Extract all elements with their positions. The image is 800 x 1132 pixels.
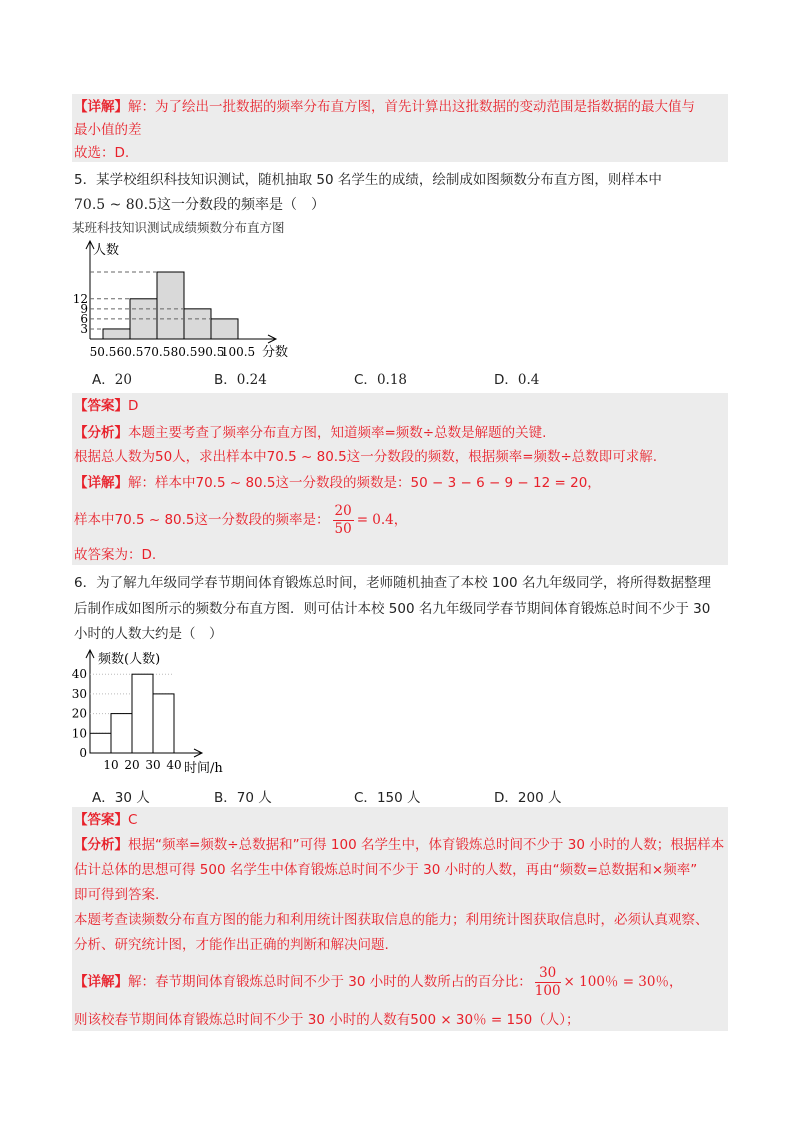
q5-option-d[interactable]: D．0.4: [494, 372, 540, 388]
q6-stem-line1: 6．为了解九年级同学春节期间体育锻炼总时间，老师随机抽查了本校 100 名九年级同学，将所得数据整理: [74, 575, 711, 591]
q5-option-a[interactable]: A．20: [92, 372, 132, 388]
q5-option-c[interactable]: C．0.18: [354, 372, 407, 388]
x-tick-label: 90.5: [197, 345, 225, 359]
x-tick-label: 60.5: [116, 345, 144, 359]
q6-stem-line3: 小时的人数大约是（ ）: [74, 626, 223, 642]
q6-analysis-line2: 估计总体的思想可得 500 名学生中体育锻炼总时间不少于 30 小时的人数，再由“频数=总数据和×频率”: [74, 862, 698, 878]
q5-histogram: [70, 218, 310, 368]
y-axis-label: 人数: [93, 243, 120, 258]
y-tick-label: 40: [71, 667, 87, 682]
q5-detail-line2: 样本中70.5 ~ 80.5这一分数段的频率是： $\frac{20}{50}$ = 0.4，: [74, 502, 408, 537]
bar: [90, 733, 111, 753]
q5-answer: 【答案】D: [74, 398, 139, 414]
y-axis-label: 频数(人数): [98, 652, 161, 667]
prev-detail-line2: 最小值的差: [74, 122, 142, 138]
q6-analysis-line3: 即可得到答案.: [74, 887, 160, 903]
q6-analysis-line4: 本题考查读频数分布直方图的能力和利用统计图获取信息的能力；利用统计图获取信息时，必须认真观察、: [74, 912, 709, 928]
x-tick-label: 10: [103, 758, 119, 772]
q5-detail-line1: 【详解】解：样本中70.5 ~ 80.5这一分数段的频数是：50 − 3 − 6 − 9 − 12 = 20，: [74, 475, 601, 491]
x-tick-label: 50.5: [89, 345, 117, 359]
x-tick-label: 70.5: [143, 345, 171, 359]
y-tick-label: 3: [80, 321, 88, 336]
x-axis-label: 分数: [262, 345, 289, 360]
x-tick-label: 100.5: [220, 345, 256, 359]
bar: [153, 694, 174, 753]
bar: [211, 319, 238, 339]
q6-option-c[interactable]: C．150 人: [354, 790, 421, 806]
q6-answer: 【答案】C: [74, 812, 138, 828]
q5-analysis-line1: 【分析】本题主要考查了频率分布直方图，知道频率=频数÷总数是解题的关键.: [74, 425, 547, 441]
q5-option-b[interactable]: B．0.24: [214, 372, 267, 388]
x-axis-label: 时间/h: [184, 761, 223, 776]
y-tick-label: 20: [71, 706, 87, 721]
q6-option-b[interactable]: B．70 人: [214, 790, 272, 806]
x-tick-label: 40: [166, 758, 182, 772]
prev-detail-line1: 【详解】解：为了绘出一批数据的频率分布直方图，首先计算出这批数据的变动范围是指数据的最大值与: [74, 99, 695, 115]
q5-analysis-line2: 根据总人数为50人，求出样本中70.5 ~ 80.5这一分数段的频数，根据频率=频数÷总数即可求解.: [74, 449, 658, 465]
y-tick-label: 10: [71, 726, 87, 741]
bar: [157, 272, 184, 339]
y-tick-label: 9: [80, 301, 88, 316]
q5-conclusion: 故答案为：D.: [74, 547, 157, 563]
y-tick-label: 6: [80, 311, 88, 326]
x-tick-label: 30: [145, 758, 161, 772]
x-tick-label: 80.5: [170, 345, 198, 359]
q6-analysis-line1: 【分析】根据“频率=频数÷总数据和”可得 100 名学生中，体育锻炼总时间不少于 30 小时的人数；根据样本: [74, 837, 725, 853]
bar: [184, 309, 211, 339]
q5-stem-line2: 70.5 ~ 80.5这一分数段的频率是（ ）: [74, 197, 325, 213]
y-tick-label: 30: [71, 686, 87, 701]
q6-fraction: $\frac{30}{100}$: [534, 964, 561, 999]
q5-fraction: $\frac{20}{50}$: [334, 502, 352, 537]
q6-detail-line2: 则该校春节期间体育锻炼总时间不少于 30 小时的人数有500 × 30％ = 150（人）；: [74, 1012, 580, 1028]
q6-detail-line1: 【详解】解：春节期间体育锻炼总时间不少于 30 小时的人数所占的百分比： $\frac{30}{100}$ × 100％ = 30％，: [74, 964, 683, 999]
q5-stem-line1: 5．某学校组织科技知识测试，随机抽取 50 名学生的成绩，绘制成如图频数分布直方图，则样本中: [74, 172, 662, 188]
q6-option-d[interactable]: D．200 人: [494, 790, 562, 806]
x-tick-label: 20: [124, 758, 140, 772]
bar: [111, 714, 132, 753]
y-tick-label: 12: [72, 291, 88, 306]
detail-tag: 【详解】: [74, 99, 128, 115]
q6-analysis-line5: 分析、研究统计图，才能作出正确的判断和解决问题.: [74, 937, 389, 953]
q6-histogram: [70, 645, 270, 780]
q6-stem-line2: 后制作成如图所示的频数分布直方图．则可估计本校 500 名九年级同学春节期间体育锻炼总时间不少于 30: [74, 601, 711, 617]
bar: [103, 329, 130, 339]
prev-choice: 故选：D.: [74, 145, 130, 161]
bar: [132, 674, 153, 753]
q6-option-a[interactable]: A．30 人: [92, 790, 150, 806]
chart-title: 某班科技知识测试成绩频数分布直方图: [72, 220, 285, 235]
y-tick-label: 0: [79, 746, 87, 760]
